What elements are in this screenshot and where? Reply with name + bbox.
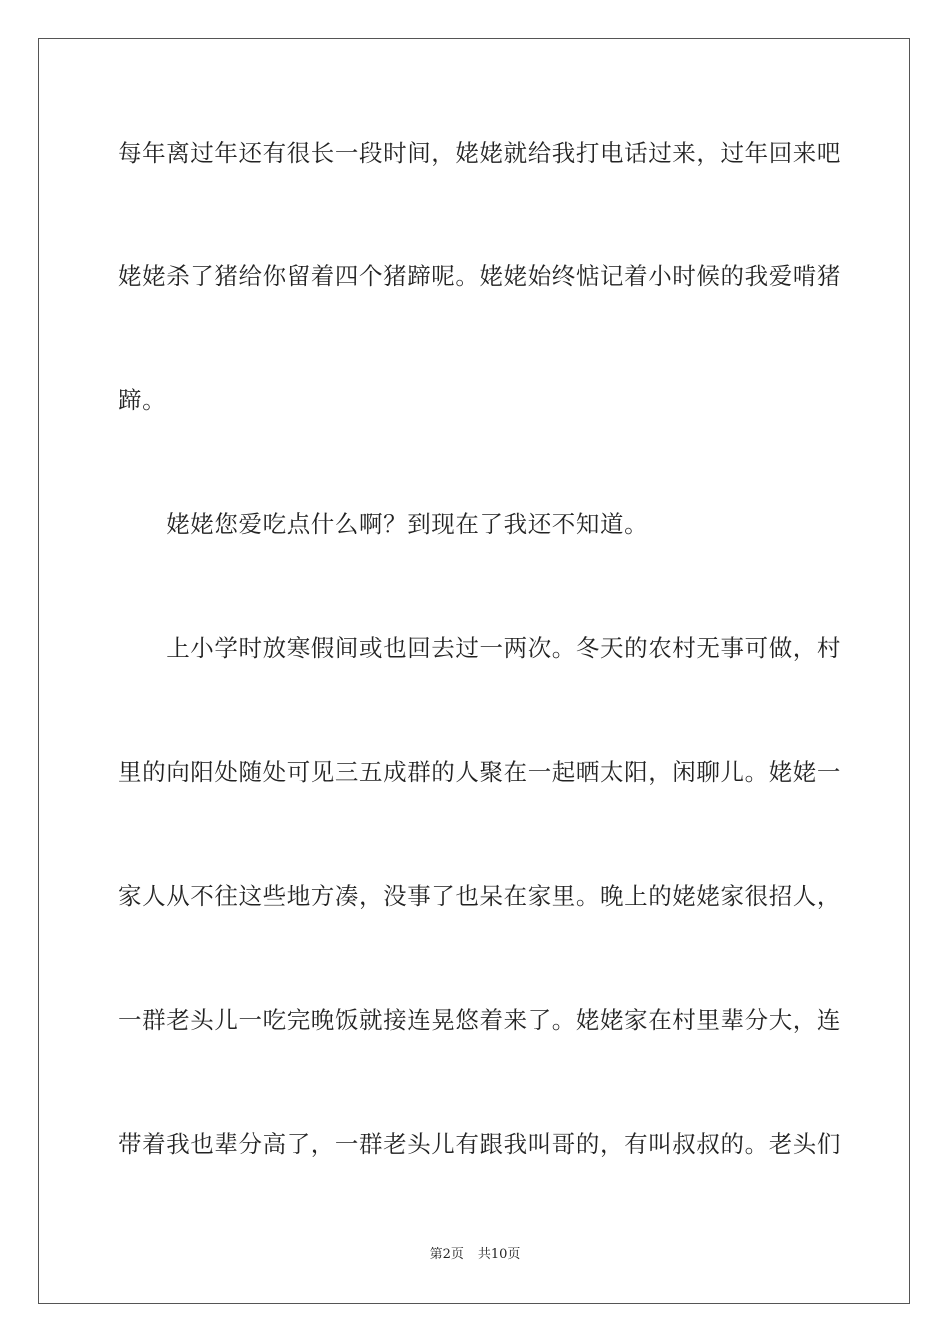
text-line-6: 里的向阳处随处可见三五成群的人聚在一起晒太阳，闲聊儿。姥姥一 <box>118 758 841 786</box>
text-line-4: 姥姥您爱吃点什么啊？到现在了我还不知道。 <box>118 510 649 538</box>
page-number: 第2页 <box>429 1247 464 1262</box>
text-line-5: 上小学时放寒假间或也回去过一两次。冬天的农村无事可做，村 <box>118 634 841 662</box>
text-line-3: 蹄。 <box>118 386 167 414</box>
page-total: 共10页 <box>477 1247 521 1262</box>
text-line-9: 带着我也辈分高了，一群老头儿有跟我叫哥的，有叫叔叔的。老头们 <box>118 1130 841 1158</box>
text-line-1: 每年离过年还有很长一段时间，姥姥就给我打电话过来，过年回来吧 <box>118 139 841 167</box>
page-footer <box>0 1246 950 1264</box>
text-line-2: 姥姥杀了猪给你留着四个猪蹄呢。姥姥始终惦记着小时候的我爱啃猪 <box>118 262 841 290</box>
text-line-8: 一群老头儿一吃完晚饭就接连晃悠着来了。姥姥家在村里辈分大，连 <box>118 1006 841 1034</box>
page-border <box>38 38 910 1304</box>
text-line-7: 家人从不往这些地方凑，没事了也呆在家里。晚上的姥姥家很招人， <box>118 882 841 910</box>
